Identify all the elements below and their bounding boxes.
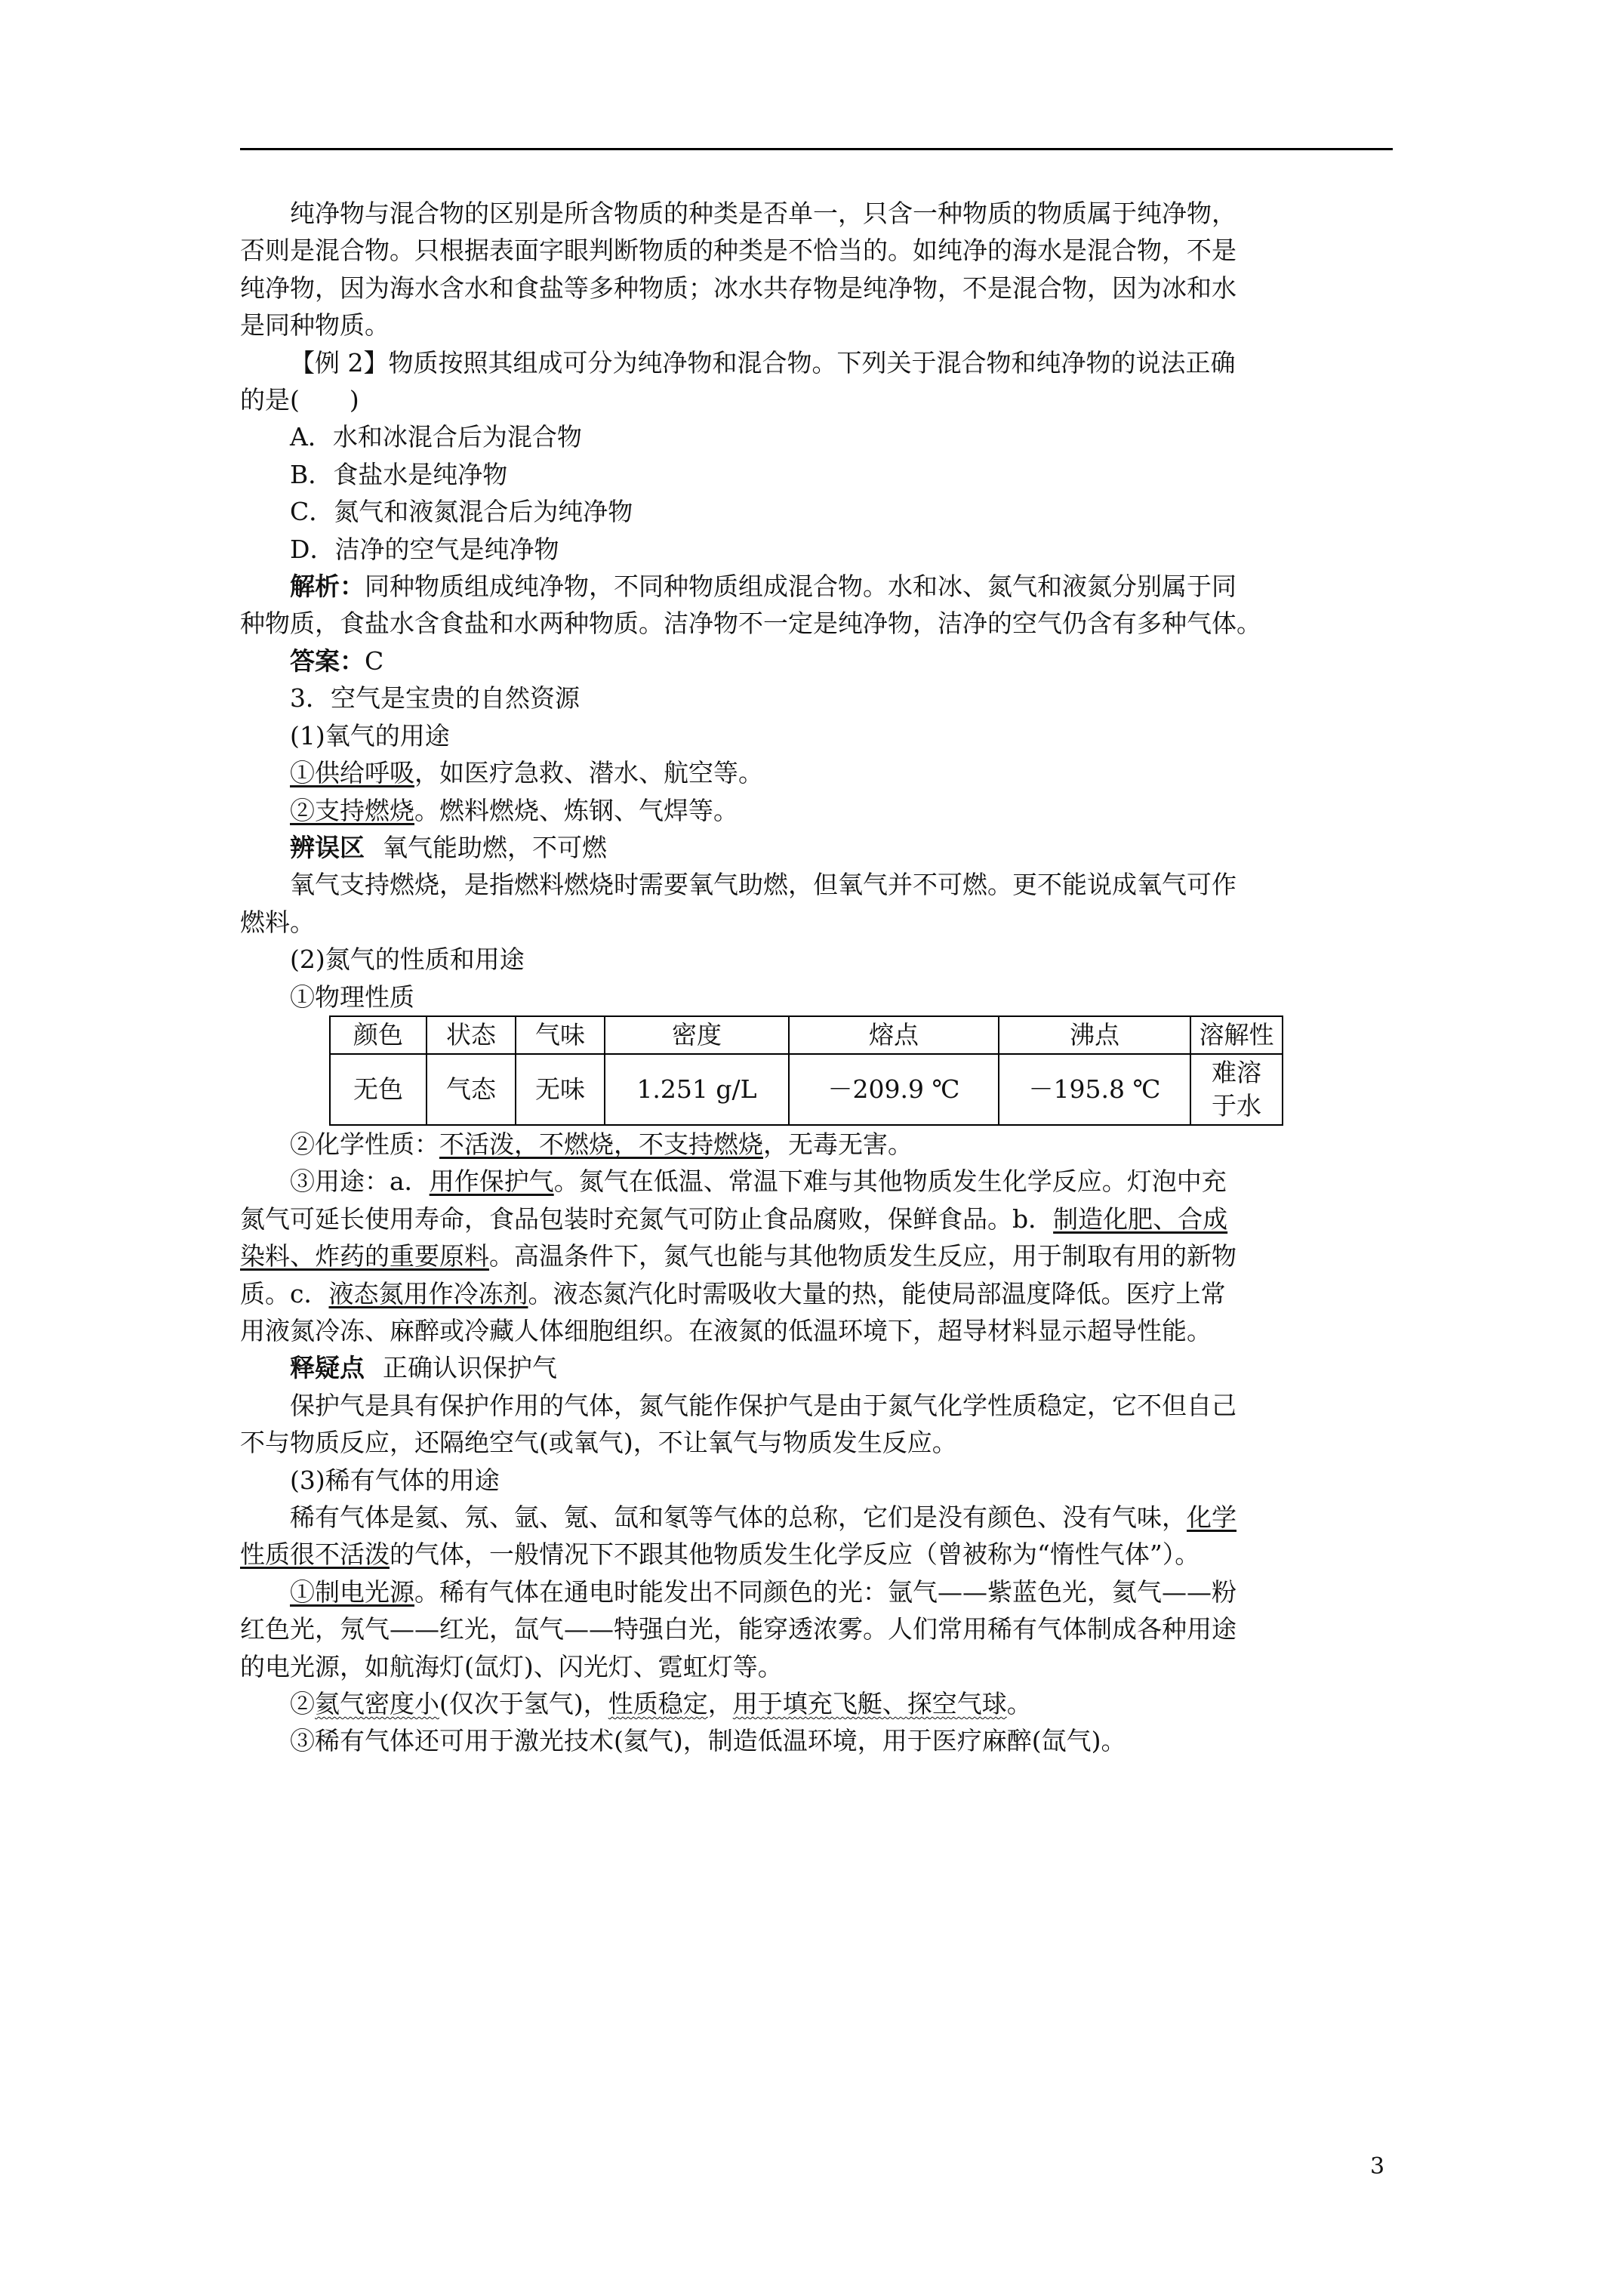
- underlined-term: 液态氮用作冷冻剂: [328, 1278, 528, 1308]
- answer-line: [240, 643, 1393, 680]
- table-header-row: [330, 1016, 1283, 1054]
- body-text: 氮气可延长使用寿命，食品包装时充氮气可防止食品腐败，保鲜食品。b．: [240, 1203, 1054, 1234]
- underlined-term: 用作保护气: [429, 1166, 554, 1197]
- noble-gas-use-1: [240, 1573, 1393, 1685]
- solubility-text: 于水: [1212, 1090, 1261, 1120]
- underlined-term: ②支持燃烧: [290, 795, 414, 825]
- body-text: 。高温条件下，氮气也能与其他物质发生反应，用于制取有用的新物: [489, 1241, 1236, 1271]
- oxygen-use-1: [240, 754, 1393, 791]
- intro-line: 是同种物质。: [240, 310, 390, 341]
- table-header: 沸点: [999, 1016, 1190, 1054]
- body-text: ②: [290, 1689, 315, 1719]
- tip-heading: [240, 829, 1393, 866]
- option-a: A．水和冰混合后为混合物: [290, 422, 582, 452]
- chemical-properties: [240, 1126, 1393, 1163]
- tip-paragraph: [240, 866, 1393, 941]
- underlined-term: 氦气密度小: [315, 1689, 439, 1719]
- table-header: 溶解性: [1190, 1016, 1283, 1054]
- intro-paragraph: [240, 195, 1393, 344]
- nitrogen-properties-table: [329, 1015, 1283, 1126]
- tip-title: 正确认识保护气: [383, 1353, 557, 1383]
- nitrogen-title: (2)氮气的性质和用途: [290, 945, 525, 975]
- table-cell: －209.9 ℃: [789, 1054, 999, 1125]
- noble-gas-paragraph: [240, 1499, 1393, 1573]
- body-text: (仅次于氢气)，: [439, 1689, 608, 1719]
- table-cell: －195.8 ℃: [999, 1054, 1190, 1125]
- body-text: 。液态氮汽化时需吸收大量的热，能使局部温度降低。医疗上常: [528, 1278, 1226, 1308]
- solubility-text: 难溶: [1212, 1057, 1261, 1087]
- body-text: 。氮气在低温、常温下难与其他物质发生化学反应。灯泡中充: [553, 1166, 1227, 1197]
- oxygen-use-2: [240, 792, 1393, 829]
- table-cell: 1.251 g/L: [605, 1054, 789, 1125]
- table-header: 颜色: [330, 1016, 427, 1054]
- tip-label: 释疑点: [290, 1353, 365, 1383]
- underlined-term: 制造化肥、合成: [1053, 1203, 1228, 1234]
- body-text: 保护气是具有保护作用的气体，氮气能作保护气是由于氮气化学性质稳定，它不但自己: [290, 1390, 1236, 1420]
- analysis-label: 解析：: [290, 572, 365, 602]
- body-text: 燃料。: [240, 907, 315, 937]
- body-text: 的气体，一般情况下不跟其他物质发生化学反应（曾被称为“惰性气体”）。: [390, 1539, 1200, 1570]
- tip-heading: [240, 1349, 1393, 1386]
- page-content: [240, 195, 1393, 1760]
- underlined-term: 染料、炸药的重要原料: [240, 1241, 489, 1271]
- body-text: ②化学性质：: [290, 1129, 439, 1159]
- body-text: 。燃料燃烧、炼钢、气焊等。: [414, 795, 738, 825]
- noble-gas-title: (3)稀有气体的用途: [290, 1465, 500, 1495]
- option-b: B．食盐水是纯净物: [290, 459, 508, 489]
- body-text: 。: [1006, 1689, 1032, 1719]
- body-text: 红色光，氖气——红光，氙气——特强白光，能穿透浓雾。人们常用稀有气体制成各种用途: [240, 1614, 1236, 1644]
- underlined-term: ①供给呼吸: [290, 758, 414, 788]
- header-rule: [240, 148, 1393, 150]
- underlined-term: 化学: [1187, 1502, 1236, 1532]
- table-header: 熔点: [789, 1016, 999, 1054]
- intro-line: 否则是混合物。只根据表面字眼判断物质的种类是不恰当的。如纯净的海水是混合物，不是: [240, 236, 1236, 266]
- table-cell: 无味: [516, 1054, 605, 1125]
- body-text: 用液氮冷冻、麻醉或冷藏人体细胞组织。在液氮的低温环境下，超导材料显示超导性能。: [240, 1315, 1212, 1345]
- underlined-term: ①制电光源: [290, 1576, 414, 1607]
- underlined-term: 性质稳定: [608, 1689, 708, 1719]
- body-text: ③用途：a．: [290, 1166, 430, 1197]
- option-d: D．洁净的空气是纯净物: [290, 534, 559, 564]
- question-text: 的是( ): [240, 385, 359, 415]
- table-cell: 气态: [427, 1054, 516, 1125]
- intro-line: 纯净物与混合物的区别是所含物质的种类是否单一，只含一种物质的物质属于纯净物，: [290, 199, 1236, 228]
- answer-value: C: [365, 646, 384, 676]
- body-text: 的电光源，如航海灯(氙灯)、闪光灯、霓虹灯等。: [240, 1651, 783, 1681]
- analysis-text: 种物质，食盐水含食盐和水两种物质。洁净物不一定是纯净物，洁净的空气仍含有多种气体。: [240, 609, 1261, 639]
- body-text: ，无毒无害。: [763, 1129, 913, 1159]
- table-header: 密度: [605, 1016, 789, 1054]
- body-text: 质。c．: [240, 1278, 329, 1308]
- example-tag: 【例 2】: [290, 347, 389, 378]
- intro-line: 纯净物，因为海水含水和食盐等多种物质；冰水共存物是纯净物，不是混合物，因为冰和水: [240, 273, 1236, 303]
- question-text: 物质按照其组成可分为纯净物和混合物。下列关于混合物和纯净物的说法正确: [388, 347, 1236, 378]
- tip-title: 氧气能助燃，不可燃: [383, 832, 607, 862]
- body-text: ，: [707, 1689, 733, 1719]
- body-text: 不与物质反应，还隔绝空气(或氧气)，不让氧气与物质发生反应。: [240, 1428, 957, 1458]
- body-text: 稀有气体是氦、氖、氩、氪、氙和氡等气体的总称，它们是没有颜色、没有气味，: [290, 1502, 1187, 1532]
- tip-paragraph: [240, 1387, 1393, 1462]
- underlined-term: 性质很不活泼: [240, 1539, 390, 1570]
- option-c: C．氮气和液氮混合后为纯净物: [290, 497, 633, 527]
- oxygen-title: (1)氧气的用途: [290, 720, 450, 750]
- table-header: 状态: [427, 1016, 516, 1054]
- table-row: [330, 1054, 1283, 1125]
- body-text: ，如医疗急救、潜水、航空等。: [414, 758, 763, 788]
- body-text: 氧气支持燃烧，是指燃料燃烧时需要氧气助燃，但氧气并不可燃。更不能说成氧气可作: [290, 870, 1236, 900]
- page-number: 3: [1370, 2153, 1385, 2180]
- physical-properties-title: ①物理性质: [290, 982, 414, 1012]
- body-text: 。稀有气体在通电时能发出不同颜色的光：氩气——紫蓝色光，氦气——粉: [414, 1576, 1236, 1607]
- analysis-paragraph: [240, 568, 1393, 643]
- analysis-text: 同种物质组成纯净物，不同种物质组成混合物。水和冰、氮气和液氮分别属于同: [365, 572, 1236, 602]
- nitrogen-uses-paragraph: [240, 1163, 1393, 1349]
- table-cell: [1190, 1054, 1283, 1125]
- table-cell: 无色: [330, 1054, 427, 1125]
- noble-gas-use-3: ③稀有气体还可用于激光技术(氦气)，制造低温环境，用于医疗麻醉(氙气)。: [290, 1726, 1126, 1756]
- example-question: [240, 344, 1393, 419]
- underlined-term: 用于填充飞艇、探空气球: [732, 1689, 1007, 1719]
- table-header: 气味: [516, 1016, 605, 1054]
- tip-label: 辨误区: [290, 832, 365, 862]
- underlined-term: 不活泼，不燃烧，不支持燃烧: [439, 1129, 763, 1159]
- answer-label: 答案：: [290, 646, 365, 676]
- noble-gas-use-2: [240, 1685, 1393, 1722]
- section-title: 3．空气是宝贵的自然资源: [290, 683, 580, 713]
